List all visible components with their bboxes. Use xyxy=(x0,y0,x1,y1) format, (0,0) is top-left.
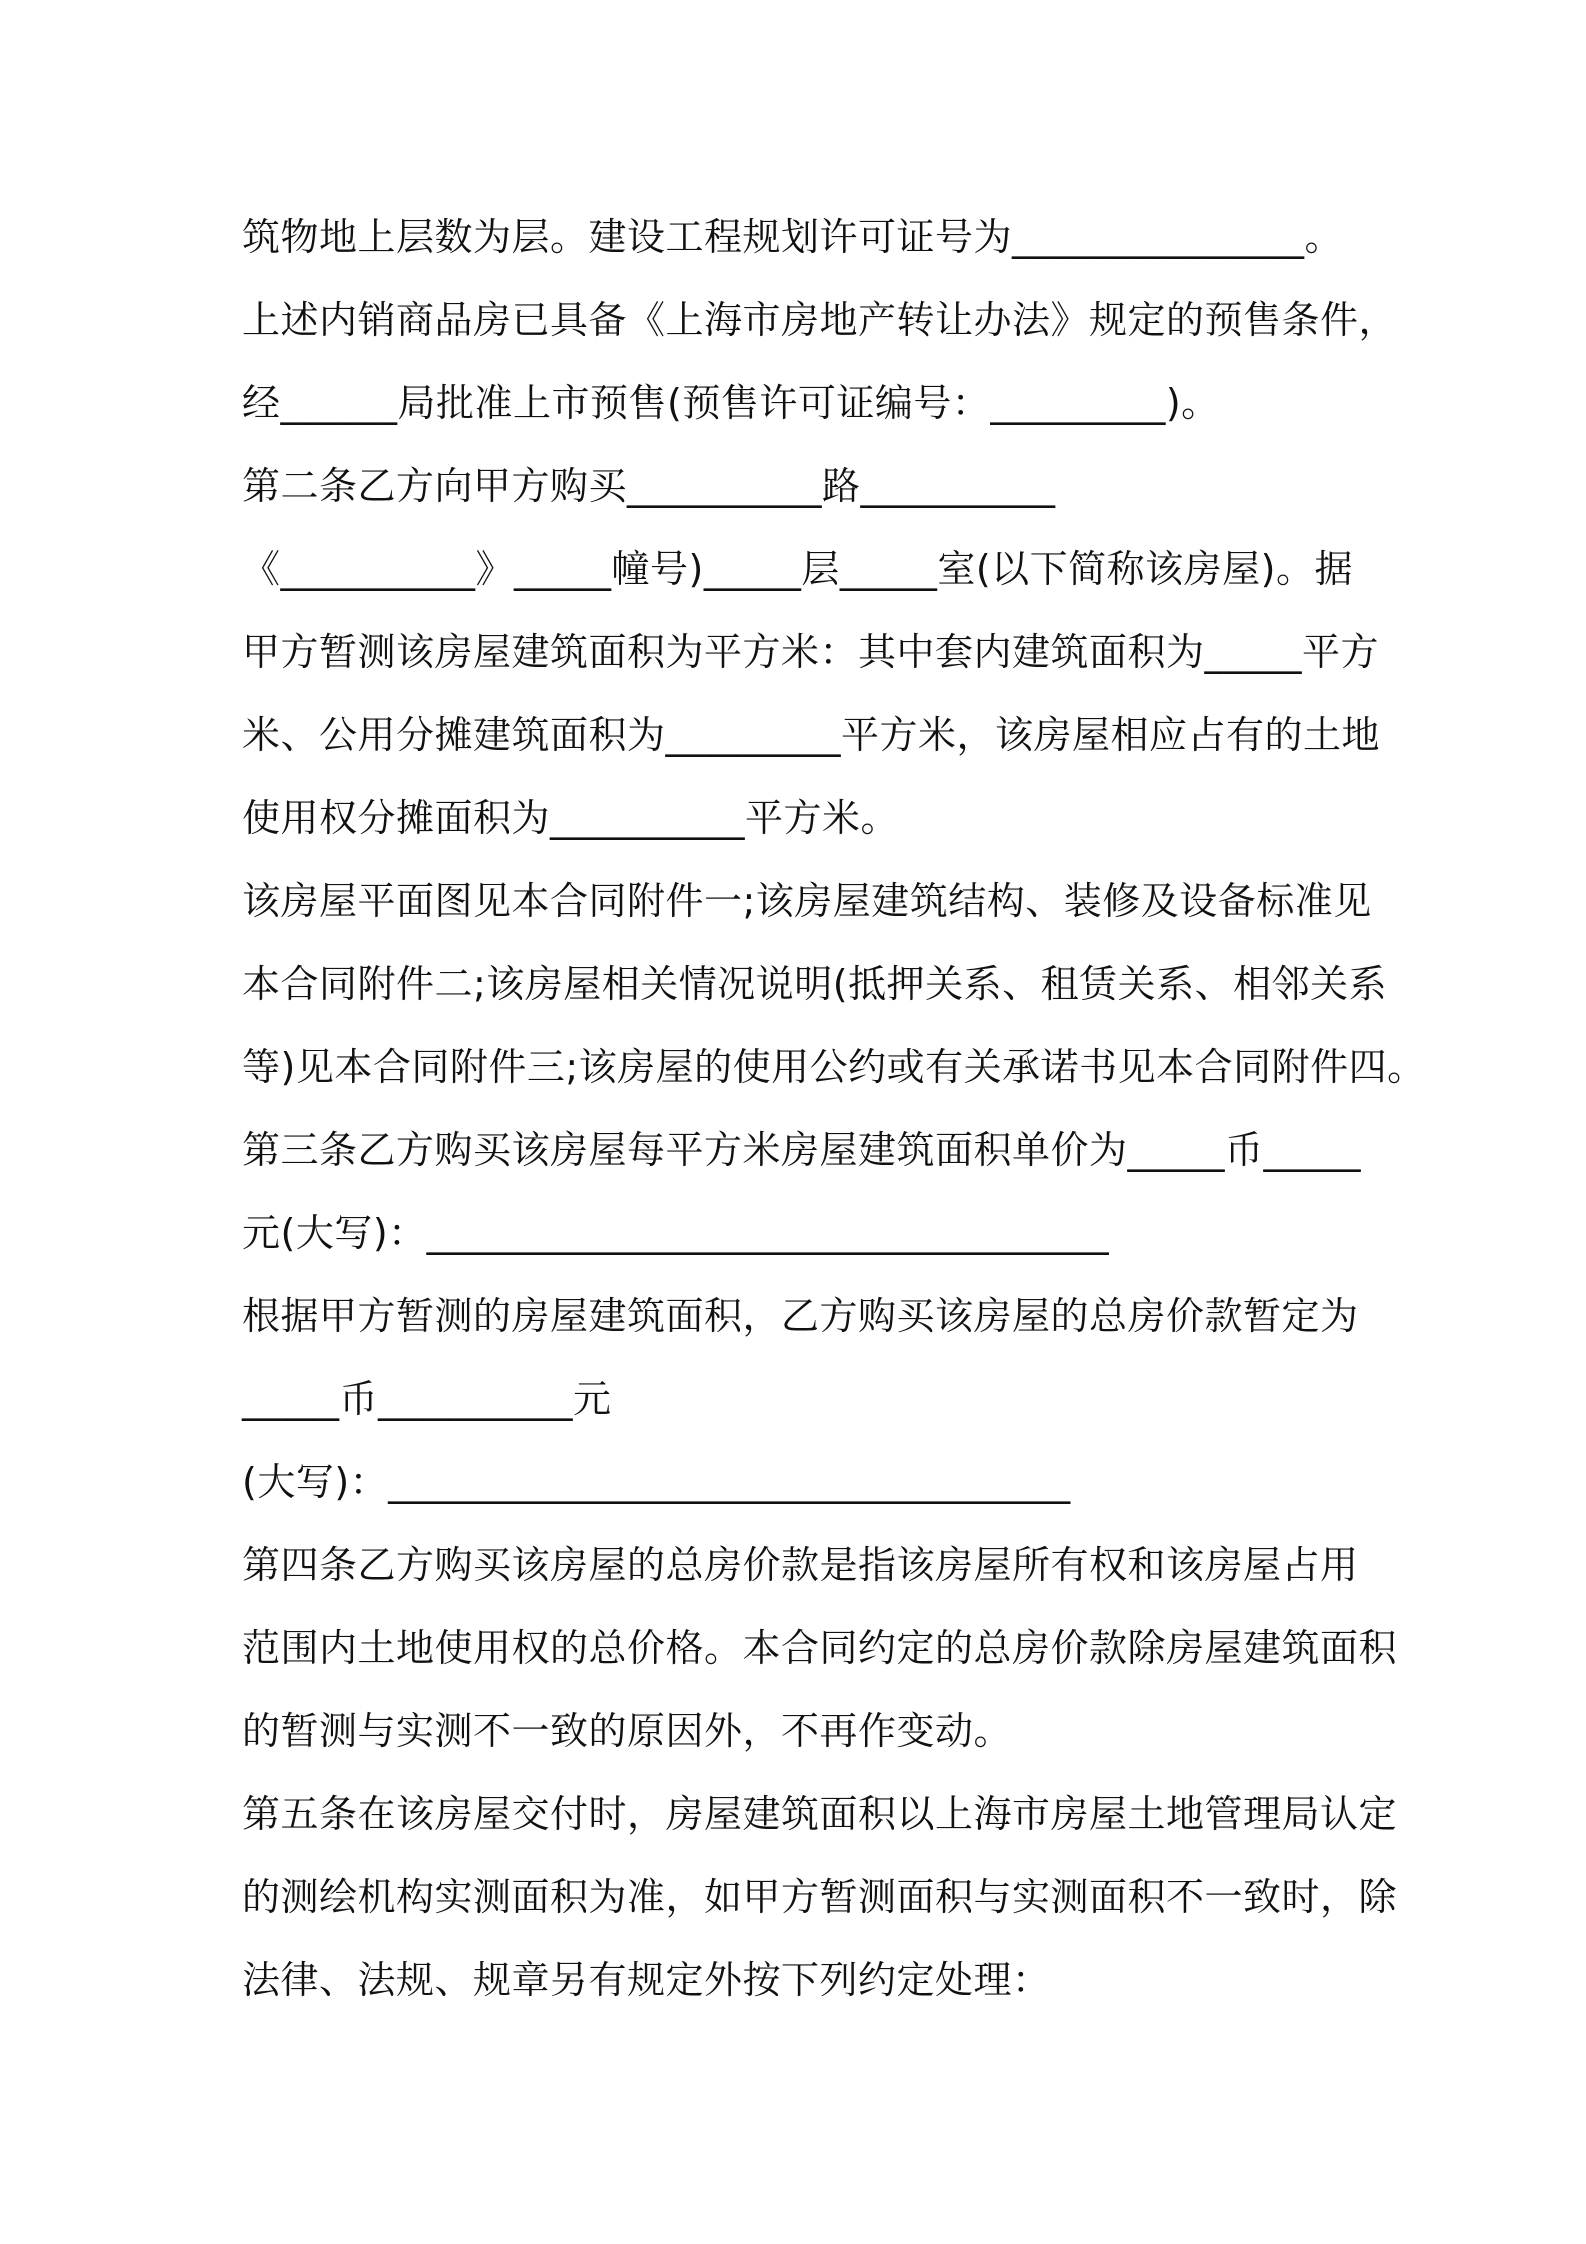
text-line: 第四条乙方购买该房屋的总房价款是指该房屋所有权和该房屋占用 xyxy=(242,1543,1359,1587)
text-line: 筑物地上层数为层。建设工程规划许可证号为_______________。 xyxy=(242,215,1344,259)
text-line: 等)见本合同附件三;该房屋的使用公约或有关承诺书见本合同附件四。 xyxy=(242,1045,1426,1089)
text-line: 的测绘机构实测面积为准，如甲方暂测面积与实测面积不一致时，除 xyxy=(242,1875,1398,1919)
text-line: 上述内销商品房已具备《上海市房地产转让办法》规定的预售条件， xyxy=(242,298,1398,342)
text-line: 范围内土地使用权的总价格。本合同约定的总房价款除房屋建筑面积 xyxy=(242,1626,1398,1670)
contract-body xyxy=(242,196,1426,2022)
text-line: 第五条在该房屋交付时，房屋建筑面积以上海市房屋土地管理局认定 xyxy=(242,1792,1398,1836)
text-line: 经______局批准上市预售(预售许可证编号：_________)。 xyxy=(242,381,1220,425)
text-line: 法律、法规、规章另有规定外按下列约定处理： xyxy=(242,1958,1051,2002)
text-line: 第二条乙方向甲方购买__________路__________ xyxy=(242,464,1056,508)
text-line: 甲方暂测该房屋建筑面积为平方米：其中套内建筑面积为_____平方 xyxy=(242,630,1380,674)
text-line: (大写)：___________________________________ xyxy=(242,1460,1071,1504)
text-line: 第三条乙方购买该房屋每平方米房屋建筑面积单价为_____币_____ xyxy=(242,1128,1362,1172)
text-line: 的暂测与实测不一致的原因外，不再作变动。 xyxy=(242,1709,1013,1753)
text-line: 根据甲方暂测的房屋建筑面积，乙方购买该房屋的总房价款暂定为 xyxy=(242,1294,1359,1338)
text-line: 该房屋平面图见本合同附件一;该房屋建筑结构、装修及设备标准见 xyxy=(242,879,1372,923)
text-line: _____币__________元 xyxy=(242,1377,612,1421)
text-line: 《__________》_____幢号)_____层_____室(以下简称该房屋)。据 xyxy=(242,547,1353,591)
text-line: 本合同附件二;该房屋相关情况说明(抵押关系、租赁关系、相邻关系 xyxy=(242,962,1388,1006)
text-line: 元(大写)：___________________________________ xyxy=(242,1211,1110,1255)
text-line: 米、公用分摊建筑面积为_________平方米，该房屋相应占有的土地 xyxy=(242,713,1381,757)
text-line: 使用权分摊面积为__________平方米。 xyxy=(242,796,900,840)
